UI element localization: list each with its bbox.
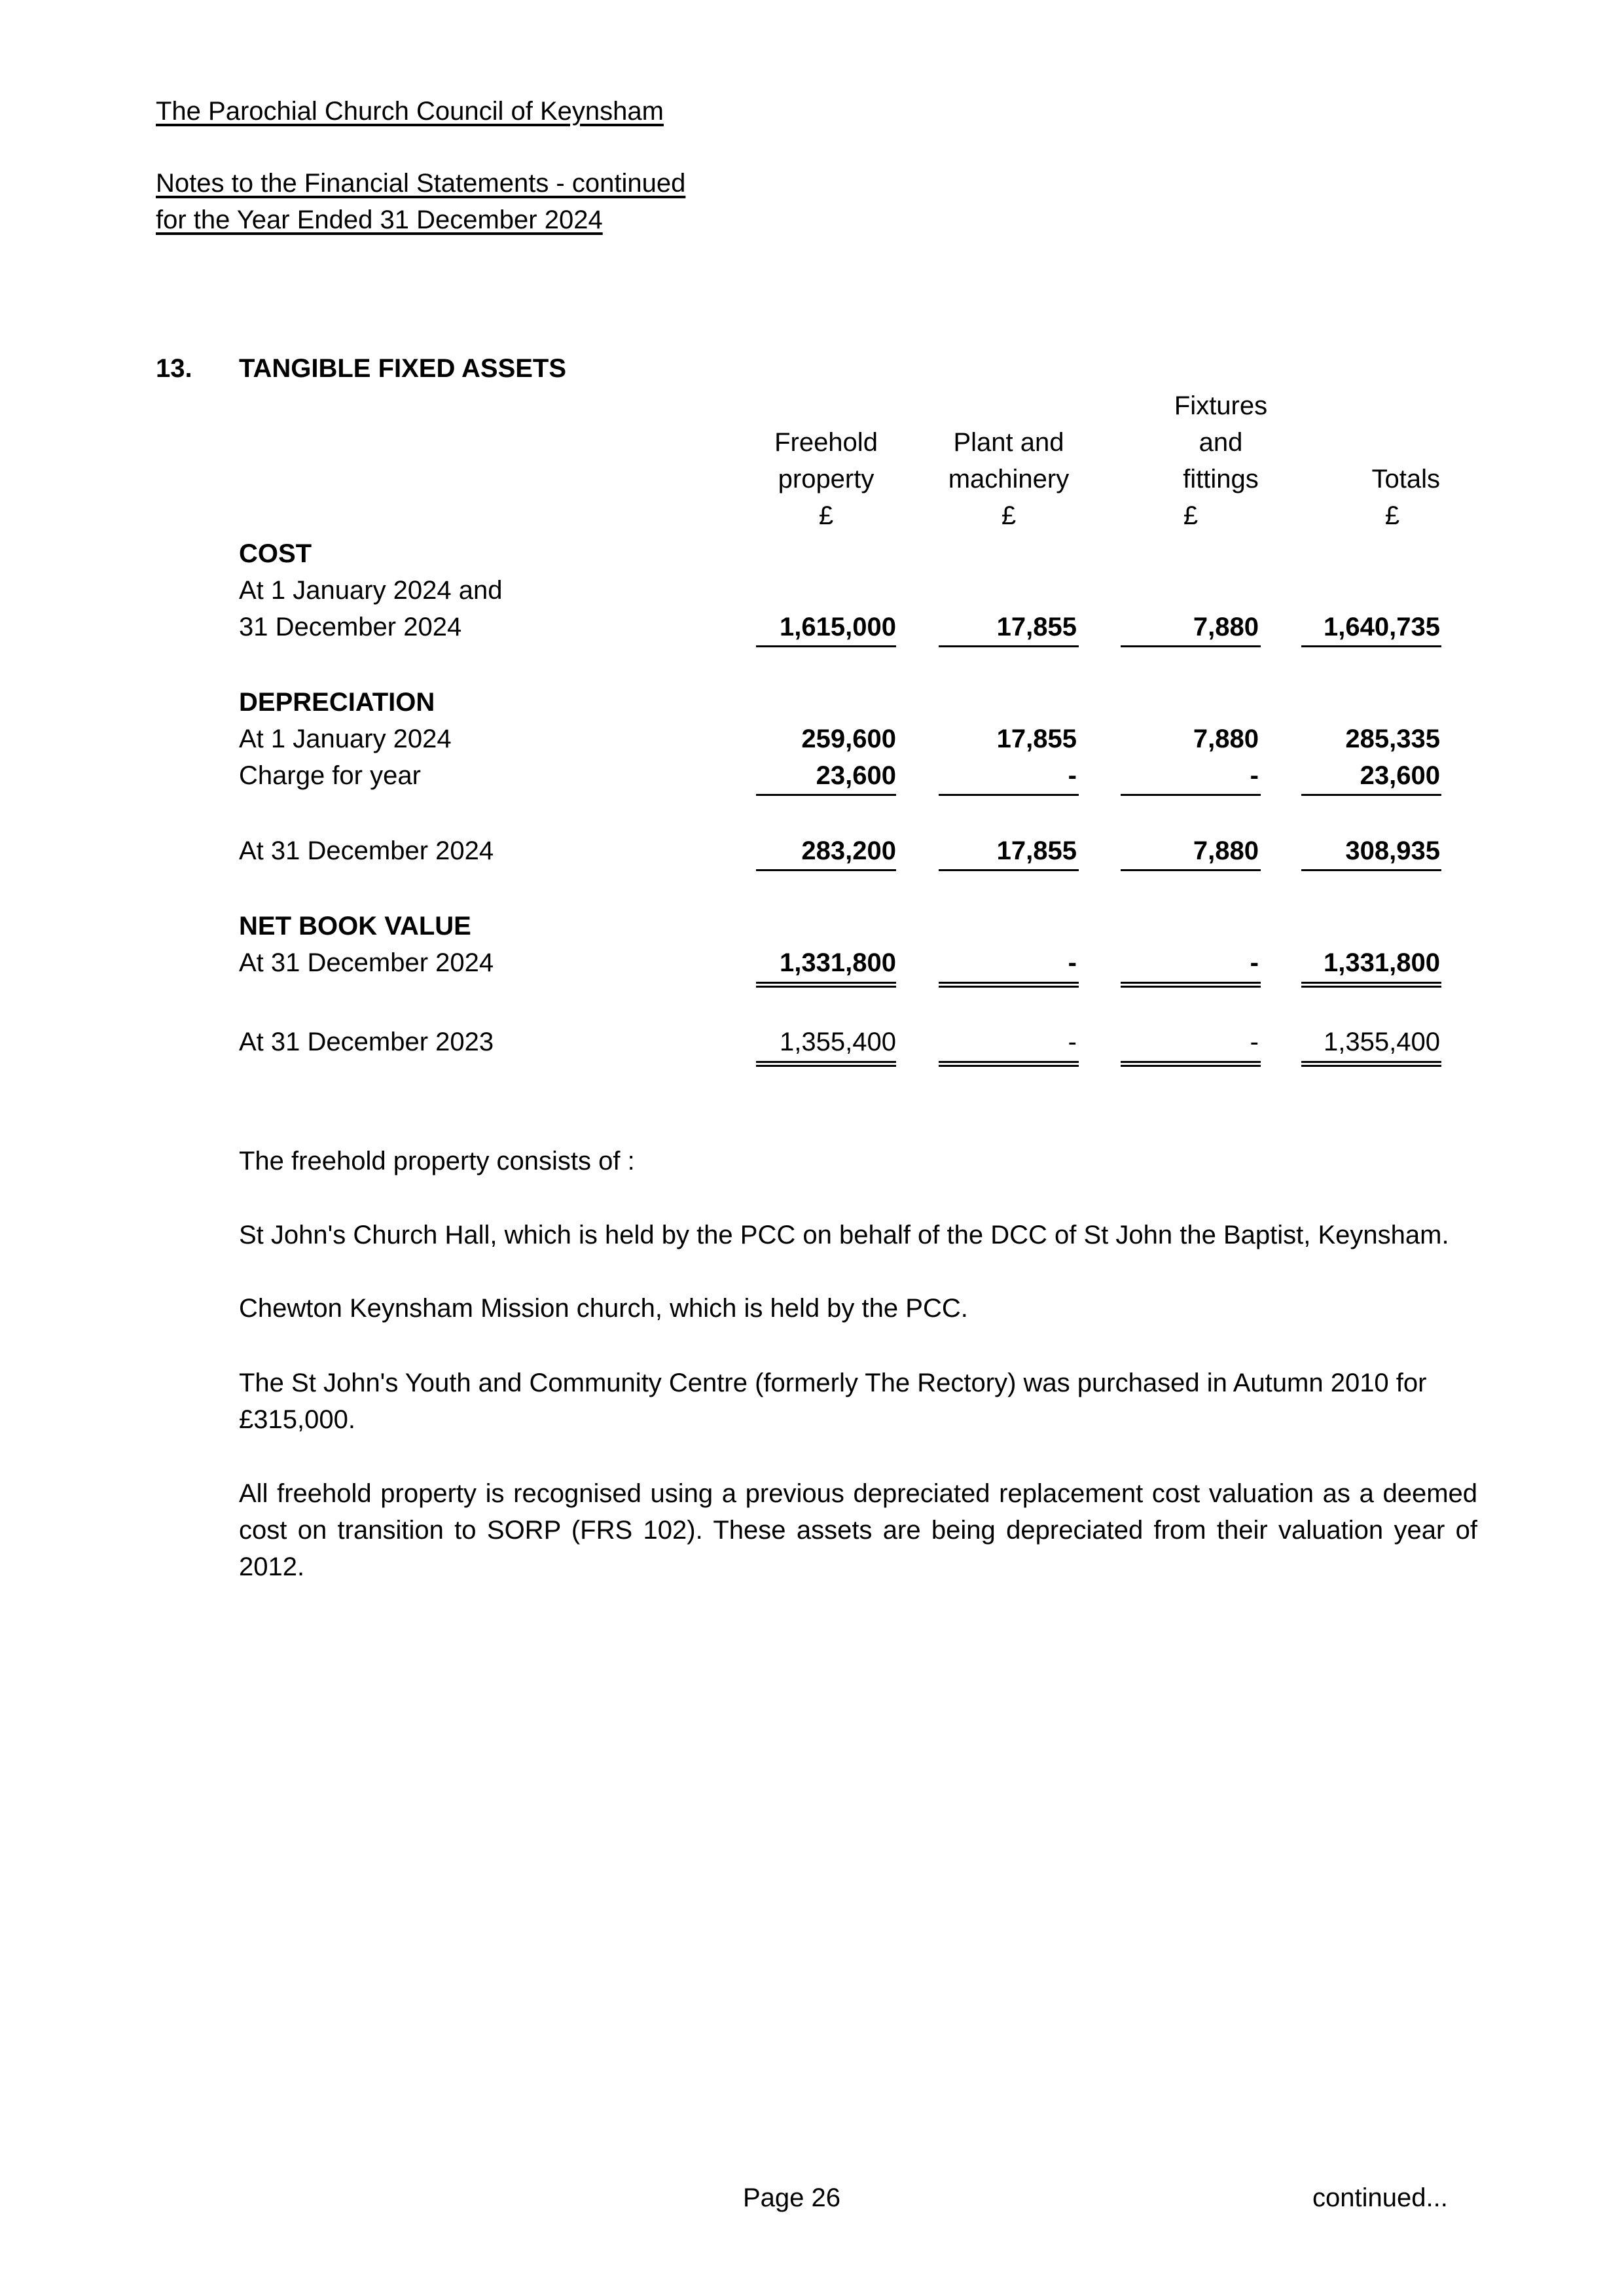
dep-charge-underline xyxy=(756,794,896,796)
dep-opening-plant: 17,855 xyxy=(996,725,1077,753)
dep-closing-fixtures: 7,880 xyxy=(1193,836,1259,865)
col-totals-line3: Totals xyxy=(1371,465,1440,493)
nbv-prior-plant: - xyxy=(1068,1028,1077,1056)
notes-mission-church: Chewton Keynsham Mission church, which is held by the PCC. xyxy=(239,1294,968,1323)
notes-valuation-policy: All freehold property is recognised using a previous depreciated replacement cost valuation as a deemed cost on transition to SORP (FRS 102). These assets are being depreciated from their valuation year of 2012. xyxy=(239,1479,1477,1581)
depreciation-heading: DEPRECIATION xyxy=(239,688,435,717)
dep-charge-total: 23,600 xyxy=(1360,761,1440,790)
col-plant-line3: machinery xyxy=(948,465,1070,493)
notes-intro: The freehold property consists of : xyxy=(239,1147,635,1175)
col-fixtures-line1: Fixtures xyxy=(1174,391,1268,420)
nbv-current-fixtures: - xyxy=(1250,948,1259,977)
dep-opening-label: At 1 January 2024 xyxy=(239,725,452,753)
nbv-prior-double-underline xyxy=(756,1061,896,1067)
cost-plant: 17,855 xyxy=(996,613,1077,641)
document-subtitle: Notes to the Financial Statements - continued xyxy=(156,169,686,198)
nbv-current-label: At 31 December 2024 xyxy=(239,948,494,977)
cost-row-label-2: 31 December 2024 xyxy=(239,613,462,641)
col-freehold-line2: Freehold xyxy=(774,428,878,457)
col-fixtures-unit: £ xyxy=(1183,501,1199,530)
col-freehold-line3: property xyxy=(778,465,875,493)
organisation-name: The Parochial Church Council of Keynsham xyxy=(156,97,664,126)
dep-closing-label: At 31 December 2024 xyxy=(239,836,494,865)
nbv-current-double-underline xyxy=(1301,982,1441,988)
nbv-prior-fixtures: - xyxy=(1250,1028,1259,1056)
dep-closing-underline xyxy=(939,869,1079,871)
nbv-prior-total: 1,355,400 xyxy=(1324,1028,1440,1056)
document-period: for the Year Ended 31 December 2024 xyxy=(156,206,603,234)
cost-total: 1,640,735 xyxy=(1324,613,1440,641)
nbv-prior-label: At 31 December 2023 xyxy=(239,1028,494,1056)
cost-underline xyxy=(756,645,896,647)
notes-church-hall: St John's Church Hall, which is held by the PCC on behalf of the DCC of St John the Baptist, Keynsham. xyxy=(239,1221,1449,1249)
cost-underline xyxy=(939,645,1079,647)
dep-charge-underline xyxy=(1121,794,1261,796)
nbv-prior-double-underline xyxy=(939,1061,1079,1067)
cost-row-label-1: At 1 January 2024 and xyxy=(239,576,503,605)
nbv-prior-freehold: 1,355,400 xyxy=(780,1028,896,1056)
nbv-heading: NET BOOK VALUE xyxy=(239,912,471,941)
dep-opening-freehold: 259,600 xyxy=(801,725,896,753)
cost-freehold: 1,615,000 xyxy=(780,613,896,641)
col-freehold-unit: £ xyxy=(818,501,834,530)
continued-marker: continued... xyxy=(1312,2183,1448,2212)
dep-closing-underline xyxy=(756,869,896,871)
dep-charge-freehold: 23,600 xyxy=(816,761,896,790)
section-title: TANGIBLE FIXED ASSETS xyxy=(239,354,567,383)
col-fixtures-line2: and xyxy=(1199,428,1243,457)
page-number: Page 26 xyxy=(743,2183,841,2212)
col-fixtures-line3: fittings xyxy=(1183,465,1259,493)
dep-charge-fixtures: - xyxy=(1250,761,1259,790)
nbv-current-plant: - xyxy=(1068,948,1077,977)
nbv-prior-double-underline xyxy=(1301,1061,1441,1067)
col-plant-unit: £ xyxy=(1001,501,1017,530)
notes-youth-centre-line1: The St John's Youth and Community Centre (formerly The Rectory) was purchased in Autumn 2010 for xyxy=(239,1369,1427,1397)
dep-charge-underline xyxy=(939,794,1079,796)
dep-closing-underline xyxy=(1121,869,1261,871)
col-plant-line2: Plant and xyxy=(953,428,1064,457)
cost-underline xyxy=(1121,645,1261,647)
cost-heading: COST xyxy=(239,539,312,568)
nbv-current-double-underline xyxy=(1121,982,1261,988)
dep-closing-total: 308,935 xyxy=(1345,836,1440,865)
nbv-current-double-underline xyxy=(939,982,1079,988)
cost-fixtures: 7,880 xyxy=(1193,613,1259,641)
col-totals-unit: £ xyxy=(1384,501,1400,530)
dep-charge-label: Charge for year xyxy=(239,761,421,790)
dep-opening-total: 285,335 xyxy=(1345,725,1440,753)
section-number: 13. xyxy=(156,354,192,383)
notes-youth-centre-line2: £315,000. xyxy=(239,1405,355,1434)
dep-closing-freehold: 283,200 xyxy=(801,836,896,865)
nbv-prior-double-underline xyxy=(1121,1061,1261,1067)
dep-charge-underline xyxy=(1301,794,1441,796)
dep-closing-plant: 17,855 xyxy=(996,836,1077,865)
nbv-current-total: 1,331,800 xyxy=(1324,948,1440,977)
dep-charge-plant: - xyxy=(1068,761,1077,790)
dep-opening-fixtures: 7,880 xyxy=(1193,725,1259,753)
nbv-current-freehold: 1,331,800 xyxy=(780,948,896,977)
dep-closing-underline xyxy=(1301,869,1441,871)
nbv-current-double-underline xyxy=(756,982,896,988)
cost-underline xyxy=(1301,645,1441,647)
